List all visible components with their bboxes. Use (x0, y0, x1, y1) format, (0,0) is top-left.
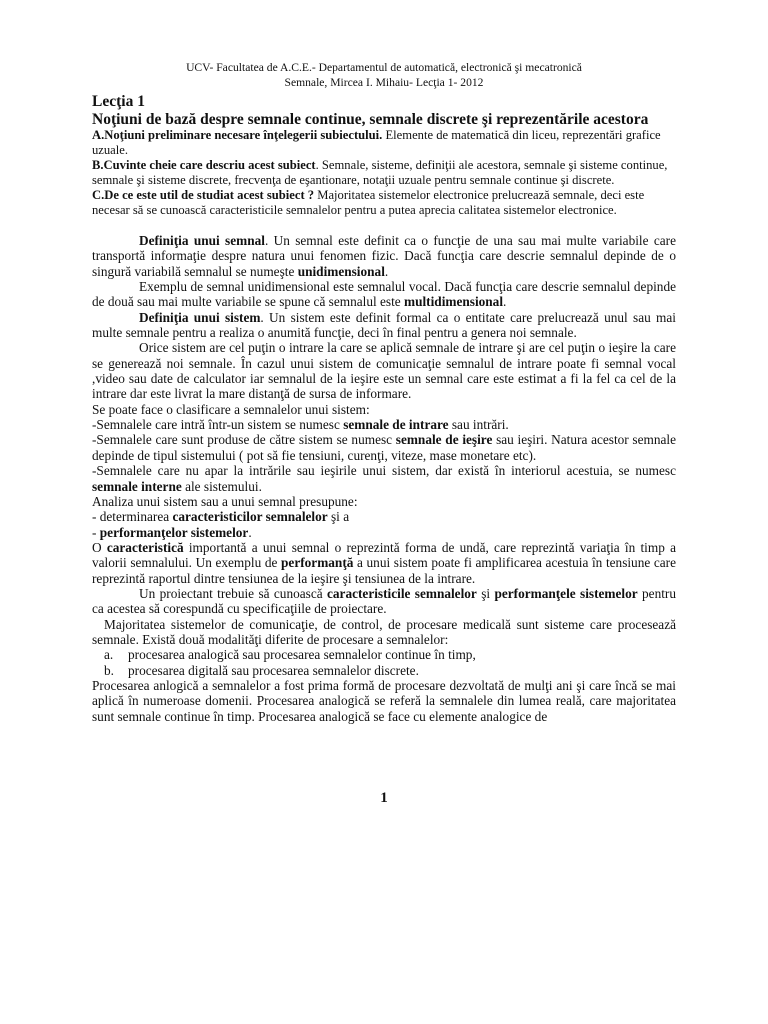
paragraph-input-signals (92, 417, 676, 432)
section-a (92, 128, 676, 158)
paragraph-text: - (92, 524, 100, 540)
bold-term: performanţelor sistemelor (99, 524, 249, 540)
paragraph-system-io: Orice sistem are cel puţin o intrare la care se aplică semnale de intrare şi are cel puţin o ieşire la care se generează noi semnale. În cazul unui sistem de comunicaţie semnalul de intrare poate fi semnal vocal ,video sau date de calculator iar semnalul de la ieşire este un semnal care este estimat a fi la fel ca cel de la intrare dar este livrat la mare distanţă de sursa de informare. (92, 340, 676, 402)
header-line-1: UCV- Facultatea de A.C.E.- Departamentul de automatică, electronică şi mecatronică (186, 61, 582, 74)
list-item-text: procesarea digitală sau procesarea semnalelor discrete. (128, 662, 419, 678)
paragraph-system-definition (92, 310, 676, 341)
paragraph-text: şi a (327, 509, 350, 525)
bold-term: caracteristicile semnalelor (327, 585, 477, 601)
section-a-label: A.Noţiuni preliminare necesare înţelegerii subiectului. (92, 128, 383, 142)
paragraph-output-signals (92, 432, 676, 463)
paragraph-determine-characteristics (92, 509, 676, 524)
bold-term: performanţă (281, 555, 354, 571)
bold-term: semnale de intrare (343, 417, 449, 433)
paragraph-signal-example (92, 279, 676, 310)
page-header (92, 60, 676, 90)
bold-term: semnale de ieşire (395, 432, 493, 448)
list-marker: a. (104, 647, 114, 663)
page-number: 1 (380, 790, 388, 806)
paragraph-text: . Un semnal este definit ca o funcţie de una sau mai multe variabile care transportă informaţie despre natura unui fenomen fizic. Dacă funcţia care descrie semnalul depinde de o singură variabilă semnalul se numeşte (92, 233, 676, 279)
paragraph-text: Exemplu de semnal unidimensional este semnalul vocal. Dacă funcţia care descrie semnalul depinde de două sau mai multe variabile se spune că semnalul este (92, 279, 676, 310)
section-b (92, 158, 676, 188)
bold-term: caracteristică (106, 539, 184, 555)
section-b-label: B.Cuvinte cheie care descriu acest subiect (92, 158, 316, 172)
paragraph-text: pentru ca acestea să corespundă cu specificaţiile de proiectare. (92, 585, 676, 617)
paragraph-text: ale sistemului. (181, 478, 262, 494)
paragraph-text: . Un sistem este definit formal ca o entitate care prelucrează unul sau mai multe semnale pentru a realiza o anumită funcţie, deci în final pentru a genera noi semnale. (92, 309, 676, 341)
bold-term: Definiţia unui semnal (139, 233, 265, 248)
section-a-text: Elemente de matematică din liceu, reprezentări grafice uzuale. (92, 128, 661, 157)
document-page (92, 60, 676, 724)
paragraph-performance (92, 525, 676, 540)
paragraph-characteristic-example (92, 540, 676, 586)
list-marker: b. (104, 662, 114, 678)
section-c-text: Majoritatea sistemelor electronice prelucrează semnale, deci este necesar să se cunoască caracteristicile semnalelor pentru a putea aprecia calitatea sistemelor electronice. (92, 188, 645, 217)
list-item (92, 647, 676, 662)
paragraph-text: . (503, 294, 507, 310)
paragraph-text: -Semnalele care intră într-un sistem se numesc (92, 417, 344, 433)
paragraph-text: sau ieşiri. Natura acestor semnale depinde de tipul sistemului ( pot să fie tensiuni, curenţi, viteze, mase monetare etc). (92, 432, 677, 463)
paragraph-text: -Semnalele care sunt produse de către sistem se numesc (92, 432, 396, 448)
paragraph-designer (92, 586, 676, 617)
paragraph-processing-systems: Majoritatea sistemelor de comunicaţie, de control, de procesare medicală sunt sisteme care procesează semnale. Există două modalităţi diferite de procesare a semnalelor: (92, 616, 676, 647)
section-c (92, 188, 676, 218)
paragraph-analysis: Analiza unui sistem sau a unui semnal presupune: (92, 493, 358, 509)
paragraph-classification: Se poate face o clasificare a semnalelor unui sistem: (92, 401, 370, 417)
section-b-text: . Semnale, sisteme, definiţii ale acestora, semnale şi sisteme continue, semnale şi sisteme discrete, frecvenţa de eşantionare, notaţii uzuale pentru semnale continue şi discrete. (92, 158, 668, 187)
paragraph-text: . (248, 524, 252, 540)
paragraph-internal-signals (92, 463, 676, 494)
paragraph-text: O (92, 539, 107, 555)
lesson-number: Lecţia 1 (92, 93, 145, 110)
paragraph-text: -Semnalele care nu apar la intrările sau ieşirile unui sistem, dar există în interiorul acestuia, se numesc (92, 463, 676, 479)
paragraph-text: importantă a unui semnal o reprezintă forma de undă, care reprezintă variaţia în timp a valorii semnalului. Un exemplu de (92, 539, 676, 571)
list-item (92, 663, 676, 678)
paragraph-text: şi (476, 585, 495, 601)
paragraph-analog-processing: Procesarea anlogică a semnalelor a fost prima formă de procesare dezvoltată de mulţi ani şi care încă se mai aplică în numeroase domenii. Procesarea analogică se referă la semnalele din lumea reală, care majoritatea sunt semnale continue în timp. Procesarea analogică se face cu elemente analogice de (92, 677, 676, 724)
bold-term: Definiţia unui sistem (139, 309, 261, 325)
paragraph-text: . (384, 263, 389, 279)
lesson-title: Noţiuni de bază despre semnale continue, semnale discrete şi reprezentările acestora (92, 111, 649, 128)
bold-term: unidimensional (297, 263, 385, 279)
spacer (92, 218, 676, 233)
paragraph-signal-definition (92, 233, 676, 279)
bold-term: semnale interne (92, 478, 182, 494)
bold-term: multidimensional (404, 294, 504, 310)
paragraph-text: - determinarea (92, 509, 173, 525)
section-c-label: C.De ce este util de studiat acest subiect ? (92, 188, 315, 202)
bold-term: caracteristicilor semnalelor (172, 509, 328, 525)
bold-term: performanţele sistemelor (494, 585, 638, 601)
paragraph-text: Un proiectant trebuie să cunoască (139, 585, 327, 601)
paragraph-text: sau intrări. (448, 417, 509, 433)
header-line-2: Semnale, Mircea I. Mihaiu- Lecţia 1- 2012 (284, 76, 484, 89)
list-item-text: procesarea analogică sau procesarea semnalelor continue în timp, (128, 647, 476, 663)
paragraph-text: a unui sistem poate fi amplificarea acestuia în tensiune care reprezintă raportul dintre tensiunea de la ieşire şi tensiunea de la intrare. (92, 555, 676, 586)
